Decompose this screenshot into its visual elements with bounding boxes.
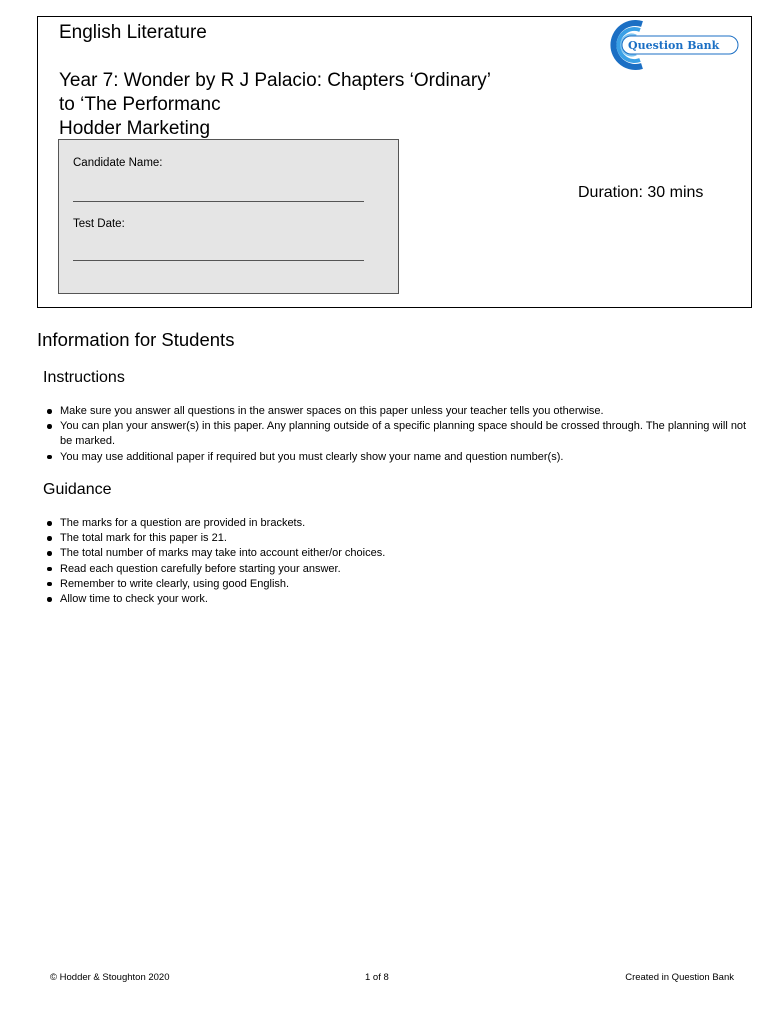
list-item: The total number of marks may take into account either/or choices. bbox=[47, 546, 757, 561]
instructions-title: Instructions bbox=[43, 369, 125, 386]
information-title: Information for Students bbox=[37, 329, 235, 350]
footer-copyright: © Hodder & Stoughton 2020 bbox=[50, 972, 170, 983]
logo-text: Question Bank bbox=[628, 39, 720, 52]
list-item: Allow time to check your work. bbox=[47, 592, 757, 607]
list-item: Read each question carefully before starting your answer. bbox=[47, 562, 757, 577]
list-item: Remember to write clearly, using good English. bbox=[47, 577, 757, 592]
candidate-name-line[interactable] bbox=[73, 201, 364, 202]
guidance-title: Guidance bbox=[43, 481, 112, 498]
footer-page-number: 1 of 8 bbox=[365, 972, 389, 983]
paper-title-line: Year 7: Wonder by R J Palacio: Chapters ‘Ordinary’ bbox=[59, 70, 491, 91]
duration-label: Duration: bbox=[578, 184, 643, 201]
candidate-details-box bbox=[58, 139, 399, 294]
list-item: Make sure you answer all questions in the answer spaces on this paper unless your teacher tells you otherwise. bbox=[47, 404, 757, 419]
paper-title-line: Hodder Marketing bbox=[59, 118, 211, 139]
question-bank-logo bbox=[606, 20, 740, 70]
duration bbox=[578, 184, 703, 202]
candidate-name-label: Candidate Name: bbox=[73, 157, 163, 169]
subject-title: English Literature bbox=[59, 22, 207, 43]
guidance-list bbox=[47, 516, 757, 607]
list-item: You can plan your answer(s) in this paper. Any planning outside of a specific planning space should be crossed through. The planning will not be marked. bbox=[47, 419, 757, 449]
list-item: The total mark for this paper is 21. bbox=[47, 531, 757, 546]
test-date-line[interactable] bbox=[73, 260, 364, 261]
test-date-label: Test Date: bbox=[73, 218, 125, 230]
footer-created: Created in Question Bank bbox=[625, 972, 734, 983]
instructions-list bbox=[47, 404, 757, 465]
duration-value: 30 mins bbox=[647, 184, 704, 201]
paper-title bbox=[59, 69, 579, 141]
list-item: The marks for a question are provided in brackets. bbox=[47, 516, 757, 531]
list-item: You may use additional paper if required but you must clearly show your name and question number(s). bbox=[47, 450, 757, 465]
paper-title-line: to ‘The Performanc bbox=[59, 94, 221, 115]
